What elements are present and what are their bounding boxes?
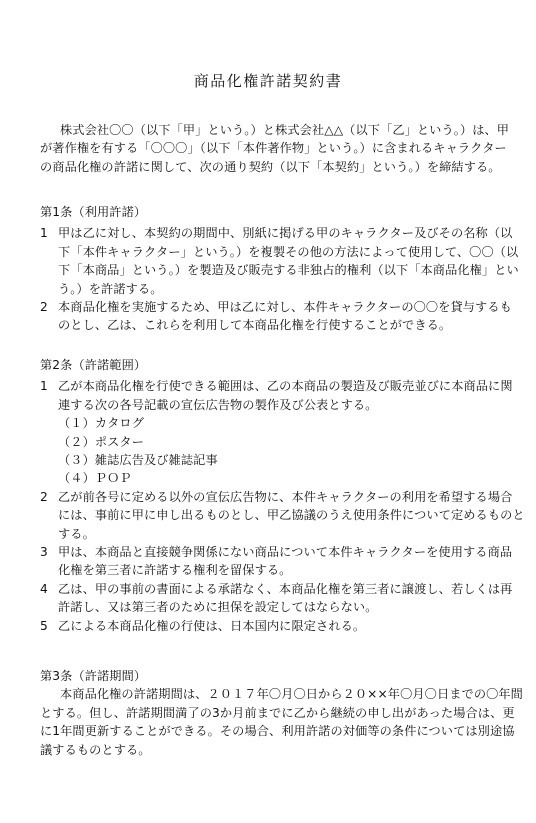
article-3 [40, 667, 523, 759]
clause-number: 2 [40, 489, 48, 504]
clause-text: 連する次の各号記載の宣伝広告物の製作及び公表とする。 [58, 397, 378, 412]
sub-item: （２）ポスター [58, 434, 145, 449]
article-heading: 第2条（許諾範囲） [40, 358, 147, 372]
clause-text: 本商品化権の許諾期間は、２０１７年〇月〇日から２０××年〇月〇日までの〇年間 [60, 687, 523, 702]
clause-2-5 [40, 617, 500, 635]
clause-2-1 [40, 377, 513, 487]
preamble [40, 121, 510, 176]
preamble-line: が著作権を有する「〇〇〇」（以下「本件著作物」という。）に含まれるキャラクター [40, 141, 507, 156]
clause-text: に1年間更新することができる。その場合、利用許諾の対価等の条件については別途協 [40, 724, 515, 739]
clause-number: 1 [40, 379, 48, 394]
clause-number: 1 [40, 226, 48, 241]
clause-2-2 [40, 488, 525, 543]
clause-number: 4 [40, 581, 48, 596]
clause-text: 下「本件キャラクター」という。）を複製その他の方法によって使用して、〇〇（以 [58, 244, 519, 259]
clause-number: 5 [40, 618, 48, 633]
clause-text: には、事前に甲に申し出るものとし、甲乙協議のうえ使用条件について定めるものと [58, 508, 525, 523]
clause-text: 乙は、甲の事前の書面による承諾なく、本商品化権を第三者に譲渡し、若しくは再 [58, 581, 513, 596]
clause-number: 2 [40, 300, 48, 315]
clause-number: 3 [40, 545, 48, 560]
clause-2-3 [40, 543, 513, 580]
preamble-line: の商品化権の許諾に関して、次の通り契約（以下「本契約」という。）を締結する。 [40, 159, 501, 174]
clause-text: 化権を第三者に許諾する権利を留保する。 [58, 563, 292, 578]
clause-text: とする。但し、許諾期間満了の3か月前までに乙から継続の申し出があった場合は、更 [40, 705, 515, 720]
clause-2-4 [40, 580, 513, 617]
sub-item: （３）雑誌広告及び雑誌記事 [58, 453, 218, 468]
clause-text: 許諾し、又は第三者のために担保を設定してはならない。 [58, 600, 378, 615]
article-1 [40, 203, 519, 335]
sub-item: （１）カタログ [58, 416, 145, 431]
clause-1-2 [40, 298, 512, 335]
clause-text: のとし、乙は、これらを利用して本商品化権を行使することができる。 [58, 318, 452, 333]
clause-text: 甲は、本商品と直接競争関係にない商品について本件キャラクターを使用する商品 [58, 545, 513, 560]
clause-text: 乙による本商品化権の行使は、日本国内に限定される。 [58, 618, 366, 633]
article-heading: 第1条（利用許諾） [40, 205, 147, 219]
document-title: 商品化権許諾契約書 [193, 72, 343, 90]
clause-text: する。 [58, 526, 95, 541]
preamble-line: 株式会社〇〇（以下「甲」という。）と株式会社△△（以下「乙」という。）は、甲 [60, 123, 510, 137]
article-heading: 第3条（許諾期間） [40, 669, 147, 683]
clause-text: 下「本商品」という。）を製造及び販売する非独占的権利（以下「本商品化権」とい [58, 263, 519, 278]
clause-text: 甲は乙に対し、本契約の期間中、別紙に掲げる甲のキャラクター及びその名称（以 [58, 226, 513, 241]
article-2 [40, 356, 525, 635]
clause-text: 乙が前各号に定める以外の宣伝広告物に、本件キャラクターの利用を希望する場合 [58, 489, 513, 504]
clause-text: 乙が本商品化権を行使できる範囲は、乙の本商品の製造及び販売並びに本商品に関 [58, 379, 513, 394]
sub-item: （４）ＰＯＰ [58, 471, 132, 486]
clause-text: 議するものとする。 [40, 742, 151, 757]
clause-text: 本商品化権を実施するため、甲は乙に対し、本件キャラクターの〇〇を貸与するも [58, 300, 512, 315]
clause-text: う。）を許諾する。 [58, 281, 163, 296]
clause-1-1 [40, 224, 519, 298]
